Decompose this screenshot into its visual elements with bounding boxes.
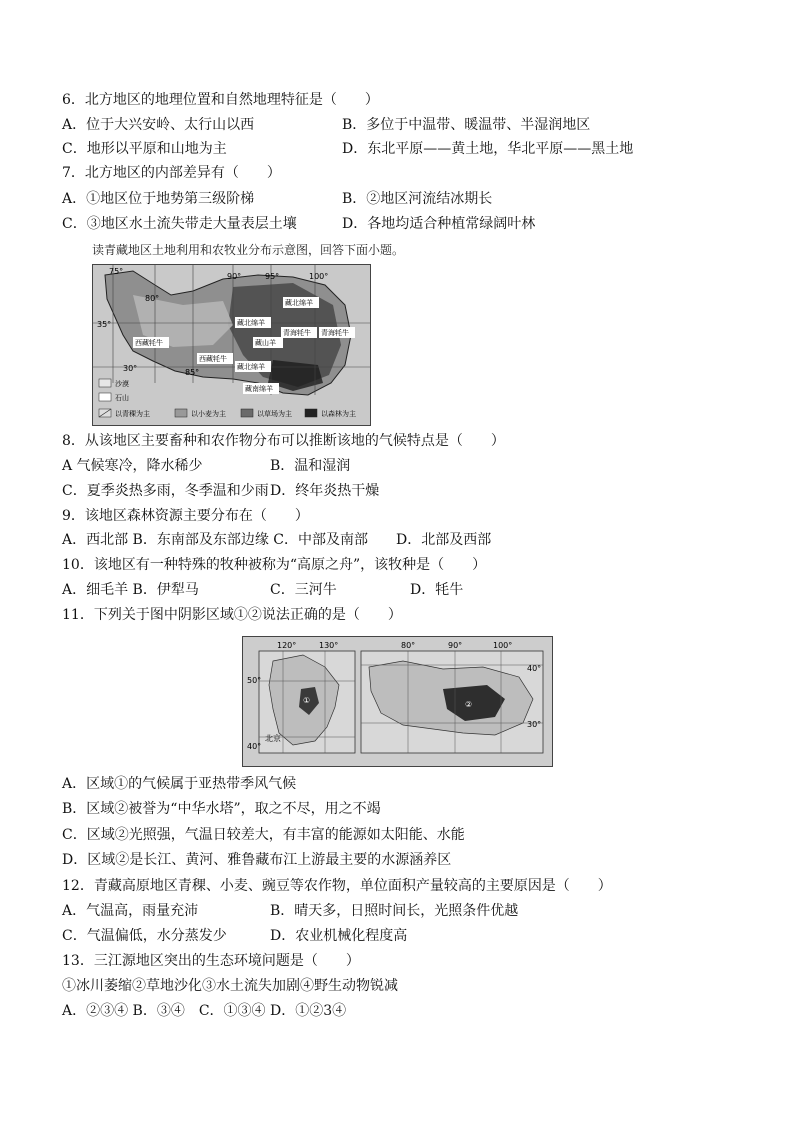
q10-option-c: C．三河牛: [270, 582, 337, 598]
qinghai-tibet-land-use-map: [92, 264, 371, 426]
lon-label: 100°: [309, 272, 329, 281]
q10-stem: 10．该地区有一种特殊的牧种被称为“高原之舟”，该牧种是（ ）: [62, 557, 487, 573]
q6-option-b: B．多位于中温带、暖温带、半湿润地区: [342, 117, 591, 133]
q10-option-d: D．牦牛: [410, 582, 464, 598]
lon-label: 120°: [277, 641, 297, 650]
lon-label: 95°: [265, 272, 280, 281]
q12-stem: 12．青藏高原地区青稞、小麦、豌豆等农作物，单位面积产量较高的主要原因是（ ）: [62, 878, 612, 894]
marker-1: ①: [303, 696, 311, 705]
lat-label: 50°: [247, 676, 262, 685]
region-label: 藏北绵羊: [237, 363, 265, 371]
lon-label: 130°: [319, 641, 339, 650]
region-label: 藏山羊: [255, 339, 276, 347]
q12-option-d: D．农业机械化程度高: [270, 928, 408, 944]
lon-label: 100°: [493, 641, 513, 650]
q6-stem: 6．北方地区的地理位置和自然地理特征是（ ）: [62, 92, 379, 108]
q11-option-c: C．区域②光照强，气温日较差大，有丰富的能源如太阳能、水能: [62, 827, 465, 843]
region-label: 藏北绵羊: [285, 299, 313, 307]
q11-stem: 11．下列关于图中阴影区域①②说法正确的是（ ）: [62, 607, 402, 623]
q8-stem: 8．从该地区主要畜种和农作物分布可以推断该地的气候特点是（ ）: [62, 433, 505, 449]
region-label: 青海牦牛: [321, 329, 349, 337]
map1-svg: [93, 265, 370, 425]
q12-option-a: A．气温高，雨量充沛: [62, 903, 199, 919]
q7-option-b: B．②地区河流结冰期长: [342, 191, 493, 207]
svg-text:沙漠: 沙漠: [115, 380, 129, 388]
q11-option-d: D．区域②是长江、黄河、雅鲁藏布江上游最主要的水源涵养区: [62, 852, 452, 868]
lat-label: 30°: [527, 720, 542, 729]
region-label: 藏北绵羊: [237, 319, 265, 327]
marker-2: ②: [465, 700, 473, 709]
city-label: 北京: [265, 734, 281, 743]
q6-option-d: D．东北平原——黄土地，华北平原——黑土地: [342, 141, 634, 157]
q8-option-b: B．温和湿润: [270, 458, 351, 474]
lat-label: 35°: [97, 320, 112, 329]
region-label: 藏南绵羊: [245, 385, 273, 393]
region-label: 青海牦牛: [283, 329, 311, 337]
region-label: 西藏牦牛: [135, 339, 163, 347]
lon-label: 90°: [227, 272, 242, 281]
regions-map: [242, 636, 553, 767]
q8-option-c: C．夏季炎热多雨，冬季温和少雨: [62, 483, 269, 499]
q12-option-b: B．晴天多，日照时间长，光照条件优越: [270, 903, 519, 919]
lat-label: 40°: [247, 742, 262, 751]
svg-text:以草场为主: 以草场为主: [257, 410, 292, 418]
map-intro: 读青藏地区土地利用和农牧业分布示意图，回答下面小题。: [92, 243, 405, 257]
q8-option-d: D．终年炎热干燥: [270, 483, 380, 499]
map2-svg: [243, 637, 552, 766]
q13-stem: 13．三江源地区突出的生态环境问题是（ ）: [62, 953, 360, 969]
lon-label: 90°: [448, 641, 463, 650]
svg-text:以青稞为主: 以青稞为主: [115, 410, 150, 418]
lon-label: 85°: [185, 368, 200, 377]
region-label: 西藏牦牛: [199, 355, 227, 363]
q7-option-a: A．①地区位于地势第三级阶梯: [62, 191, 255, 207]
lat-label: 40°: [527, 664, 542, 673]
svg-text:以森林为主: 以森林为主: [321, 410, 356, 418]
q7-option-d: D．各地均适合种植常绿阔叶林: [342, 216, 536, 232]
q13-options: A．②③④ B．③④ C．①③④ D．①②3④: [62, 1003, 347, 1019]
q8-option-a: A 气候寒冷，降水稀少: [62, 458, 203, 474]
q10-option-ab: A．细毛羊 B．伊犁马: [62, 582, 199, 598]
q7-option-c: C．③地区水土流失带走大量表层土壤: [62, 216, 297, 232]
q13-items: ①冰川萎缩②草地沙化③水土流失加剧④野生动物锐减: [62, 978, 398, 994]
lon-label: 80°: [145, 294, 160, 303]
q9-options: A．西北部 B．东南部及东部边缘 C．中部及南部 D．北部及西部: [62, 532, 492, 548]
lon-label: 80°: [401, 641, 416, 650]
lon-label: 75°: [109, 267, 124, 276]
q12-option-c: C．气温偏低，水分蒸发少: [62, 928, 227, 944]
q11-option-b: B．区域②被誉为“中华水塔”，取之不尽，用之不竭: [62, 801, 381, 817]
lat-label: 30°: [123, 364, 138, 373]
q11-option-a: A．区域①的气候属于亚热带季风气候: [62, 776, 297, 792]
svg-text:以小麦为主: 以小麦为主: [191, 410, 226, 418]
svg-text:石山: 石山: [115, 394, 129, 402]
q6-option-c: C．地形以平原和山地为主: [62, 141, 227, 157]
q7-stem: 7．北方地区的内部差异有（ ）: [62, 165, 281, 181]
q9-stem: 9．该地区森林资源主要分布在（ ）: [62, 508, 309, 524]
q6-option-a: A．位于大兴安岭、太行山以西: [62, 117, 255, 133]
